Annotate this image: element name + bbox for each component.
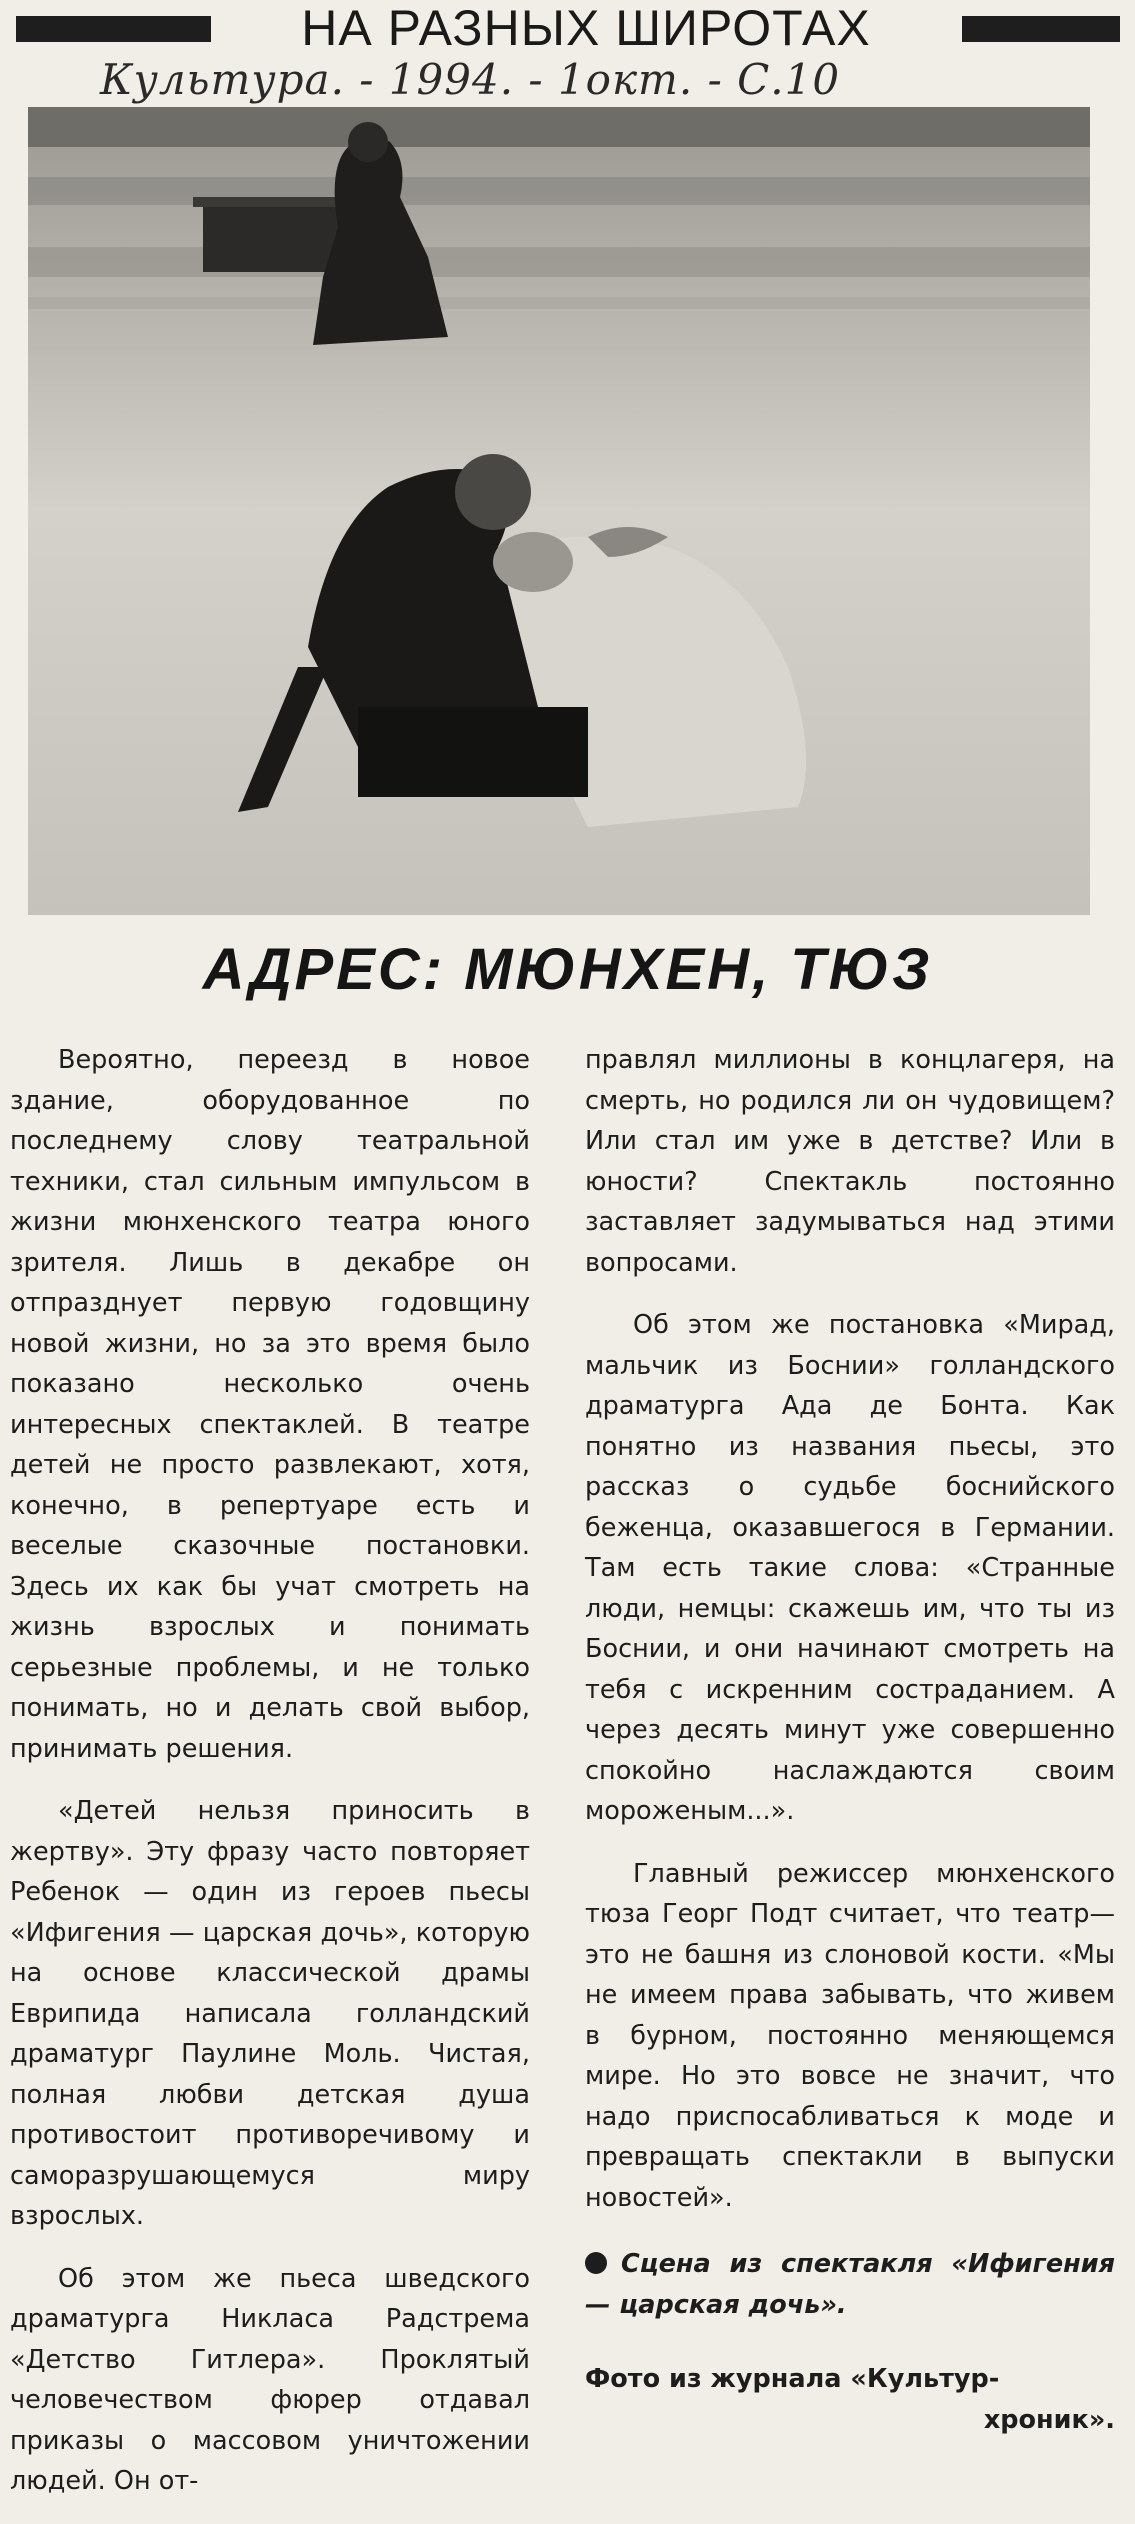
- article-photo: [28, 107, 1090, 915]
- article-column-right: [585, 1040, 1115, 2440]
- photo-caption: [585, 2244, 1115, 2325]
- bullet-icon: [585, 2252, 607, 2274]
- rubric-title: НА РАЗНЫХ ШИРОТАХ: [301, 0, 871, 56]
- paragraph: Вероятно, переезд в новое здание, оборудованное по последнему слову театральной техники, стал сильным импульсом в жизни мюнхенского театра юного зрителя. Лишь в декабре он отпразднует первую годовщину новой жизни, но за это время было показано несколько очень интересных спектаклей. В театре детей не просто развлекают, хотя, конечно, в репертуаре есть и веселые сказочные постановки. Здесь их как бы учат смотреть на жизнь взрослых и понимать серьезные проблемы, и не только понимать, но и делать свой выбор, принимать решения.: [10, 1045, 530, 1764]
- article-column-left: [10, 1040, 530, 2524]
- photo-credit-prefix: Фото из журнала «Культур-: [585, 2364, 1000, 2394]
- photo-scene-illustration: [28, 107, 1090, 915]
- photo-credit: [585, 2359, 1115, 2440]
- photo-caption-text: Сцена из спектакля «Ифигения — царская дочь».: [585, 2249, 1115, 2320]
- handwritten-source-note: Культура. - 1994. - 1окт. - С.10: [100, 55, 841, 104]
- paragraph: «Детей нельзя приносить в жертву». Эту фразу часто повторяет Ребенок — один из героев пьесы «Ифигения — царская дочь», которую на основе классической драмы Еврипида написала голландский драматург Паулине Моль. Чистая, полная любви детская душа противостоит противоречивому и саморазрушающемуся миру взрослых.: [10, 1796, 530, 2231]
- paragraph: Об этом же постановка «Мирад, мальчик из Боснии» голландского драматурга Ада де Бонта. Как понятно из названия пьесы, это рассказ о судьбе боснийского беженца, оказавшегося в Германии. Там есть такие слова: «Странные люди, немцы: скажешь им, что ты из Боснии, и они начинают смотреть на тебя с искренним состраданием. А через десять минут уже совершенно спокойно наслаждаются своим мороженым...».: [585, 1310, 1115, 1826]
- paragraph: Главный режиссер мюнхенского тюза Георг Подт считает, что театр—это не башня из слоновой кости. «Мы не имеем права забывать, что живем в бурном, постоянно меняющемся мире. Но это вовсе не значит, что надо приспосабливаться к моде и превращать спектакли в выпуски новостей».: [585, 1858, 1115, 2213]
- paragraph: Об этом же пьеса шведского драматурга Никласа Радстрема «Детство Гитлера». Проклятый человечеством фюрер отдавал приказы о массовом уничтожении людей. Он от-: [10, 2263, 530, 2496]
- article-headline: АДРЕС: МЮНХЕН, ТЮЗ: [202, 937, 933, 1002]
- rubric-bar-left: [16, 16, 211, 42]
- section-rubric: [0, 0, 1135, 58]
- rubric-bar-right: [962, 16, 1120, 42]
- photo-credit-suffix: хроник».: [983, 2404, 1115, 2435]
- paragraph: правлял миллионы в концлагеря, на смерть, но родился ли он чудовищем? Или стал им уже в детстве? Или в юности? Спектакль постоянно заставляет задумываться над этими вопросами.: [585, 1045, 1115, 1278]
